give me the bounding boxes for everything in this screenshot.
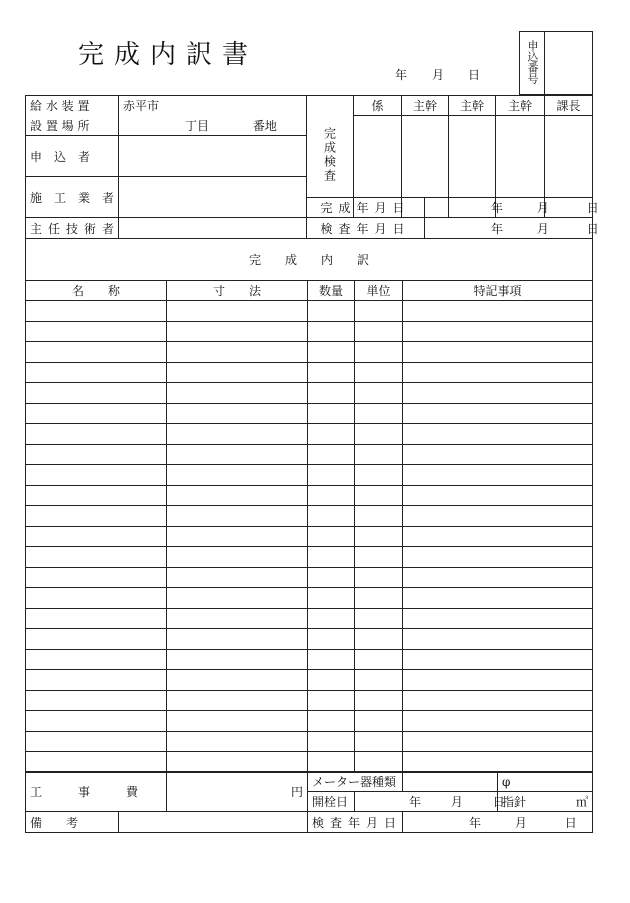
phi-label: φ bbox=[502, 774, 511, 789]
od-year: 年 bbox=[409, 795, 422, 809]
cell-unit[interactable] bbox=[355, 424, 403, 445]
footer-inspection-date-field[interactable] bbox=[403, 812, 593, 833]
cell-qty[interactable] bbox=[308, 670, 355, 691]
table-row bbox=[26, 649, 593, 670]
cell-name[interactable] bbox=[26, 690, 167, 711]
breakdown-rows bbox=[26, 301, 593, 773]
completion-date-field[interactable] bbox=[425, 198, 599, 218]
cell-unit[interactable] bbox=[355, 608, 403, 629]
cell-name[interactable] bbox=[26, 608, 167, 629]
cell-unit[interactable] bbox=[355, 629, 403, 650]
cell-unit[interactable] bbox=[355, 342, 403, 363]
cell-unit[interactable] bbox=[355, 711, 403, 732]
reading-label: 指針 bbox=[502, 795, 527, 809]
cell-name[interactable] bbox=[26, 526, 167, 547]
table-row bbox=[26, 731, 593, 752]
cell-name[interactable] bbox=[26, 711, 167, 732]
label-completion-date: 完成年月日 bbox=[307, 198, 425, 218]
cell-qty[interactable] bbox=[308, 752, 355, 773]
cell-qty[interactable] bbox=[308, 321, 355, 342]
cell-size[interactable] bbox=[167, 362, 308, 383]
cell-qty[interactable] bbox=[308, 608, 355, 629]
cell-qty[interactable] bbox=[308, 731, 355, 752]
id-month: 月 bbox=[536, 221, 549, 236]
cell-unit[interactable] bbox=[355, 321, 403, 342]
id-year: 年 bbox=[491, 221, 504, 236]
role-3: 主幹 bbox=[496, 96, 545, 116]
app-number-field[interactable] bbox=[545, 32, 593, 95]
cell-notes[interactable] bbox=[403, 567, 593, 588]
cell-name[interactable] bbox=[26, 301, 167, 322]
meter-type-field[interactable] bbox=[403, 772, 498, 792]
cell-qty[interactable] bbox=[308, 444, 355, 465]
table-row bbox=[26, 321, 593, 342]
cell-size[interactable] bbox=[167, 424, 308, 445]
cell-unit[interactable] bbox=[355, 547, 403, 568]
cell-notes[interactable] bbox=[403, 465, 593, 486]
cell-qty[interactable] bbox=[308, 690, 355, 711]
banchi-label: 番地 bbox=[252, 118, 277, 133]
label-footer-inspection-date: 検査年月日 bbox=[308, 812, 403, 833]
cell-qty[interactable] bbox=[308, 465, 355, 486]
cell-qty[interactable] bbox=[308, 403, 355, 424]
yen-label: 円 bbox=[291, 785, 304, 799]
cell-notes[interactable] bbox=[403, 403, 593, 424]
col-unit: 単位 bbox=[355, 281, 403, 301]
table-row bbox=[26, 588, 593, 609]
table-row bbox=[26, 567, 593, 588]
cell-size[interactable] bbox=[167, 485, 308, 506]
cell-unit[interactable] bbox=[355, 567, 403, 588]
label-meter-type: メーター器種類 bbox=[308, 772, 403, 792]
cell-name[interactable] bbox=[26, 485, 167, 506]
cell-unit[interactable] bbox=[355, 649, 403, 670]
cell-unit[interactable] bbox=[355, 506, 403, 527]
cell-unit[interactable] bbox=[355, 690, 403, 711]
cell-notes[interactable] bbox=[403, 424, 593, 445]
cell-notes[interactable] bbox=[403, 342, 593, 363]
cell-name[interactable] bbox=[26, 629, 167, 650]
cell-qty[interactable] bbox=[308, 342, 355, 363]
city-name: 赤平市 bbox=[119, 96, 307, 116]
role-2: 主幹 bbox=[449, 96, 496, 116]
cell-notes[interactable] bbox=[403, 629, 593, 650]
role-1: 主幹 bbox=[402, 96, 449, 116]
cell-name[interactable] bbox=[26, 588, 167, 609]
cell-name[interactable] bbox=[26, 465, 167, 486]
cell-unit[interactable] bbox=[355, 752, 403, 773]
cell-qty[interactable] bbox=[308, 567, 355, 588]
document-title: 完成内訳書 bbox=[78, 40, 259, 70]
open-date-field[interactable] bbox=[355, 792, 505, 812]
cell-notes[interactable] bbox=[403, 362, 593, 383]
cell-unit[interactable] bbox=[355, 588, 403, 609]
table-row bbox=[26, 526, 593, 547]
table-row bbox=[26, 424, 593, 445]
chief-engineer-field[interactable] bbox=[119, 218, 307, 239]
cell-name[interactable] bbox=[26, 670, 167, 691]
table-row bbox=[26, 362, 593, 383]
cell-notes[interactable] bbox=[403, 444, 593, 465]
cost-field[interactable] bbox=[167, 772, 308, 812]
cell-notes[interactable] bbox=[403, 588, 593, 609]
cell-qty[interactable] bbox=[308, 424, 355, 445]
id-day: 日 bbox=[586, 221, 599, 236]
cell-notes[interactable] bbox=[403, 321, 593, 342]
cell-name[interactable] bbox=[26, 444, 167, 465]
cell-qty[interactable] bbox=[308, 649, 355, 670]
table-row bbox=[26, 403, 593, 424]
col-notes: 特記事項 bbox=[403, 281, 593, 301]
col-name: 名 称 bbox=[26, 281, 167, 301]
cell-notes[interactable] bbox=[403, 752, 593, 773]
role-4: 課長 bbox=[545, 96, 593, 116]
cell-qty[interactable] bbox=[308, 526, 355, 547]
cell-notes[interactable] bbox=[403, 526, 593, 547]
cell-unit[interactable] bbox=[355, 383, 403, 404]
od-month: 月 bbox=[450, 795, 463, 809]
cell-size[interactable] bbox=[167, 506, 308, 527]
spacer-contractor bbox=[26, 198, 307, 218]
header-year: 年 bbox=[395, 68, 408, 82]
completion-inspection-label: 完成検査 bbox=[322, 127, 337, 183]
app-number-label: 申込番号 bbox=[526, 39, 539, 84]
cell-qty[interactable] bbox=[308, 383, 355, 404]
cell-name[interactable] bbox=[26, 362, 167, 383]
meter-diameter-field[interactable] bbox=[498, 772, 593, 792]
cell-unit[interactable] bbox=[355, 485, 403, 506]
cell-name[interactable] bbox=[26, 567, 167, 588]
cell-notes[interactable] bbox=[403, 711, 593, 732]
table-row bbox=[26, 485, 593, 506]
cell-qty[interactable] bbox=[308, 711, 355, 732]
cell-notes[interactable] bbox=[403, 649, 593, 670]
table-row bbox=[26, 752, 593, 773]
cd-year: 年 bbox=[491, 201, 504, 215]
cell-size[interactable] bbox=[167, 629, 308, 650]
label-contractor: 施 工 業 者 bbox=[26, 177, 119, 218]
m3-label: ㎥ bbox=[576, 795, 589, 809]
cell-qty[interactable] bbox=[308, 629, 355, 650]
cell-name[interactable] bbox=[26, 403, 167, 424]
cell-name[interactable] bbox=[26, 752, 167, 773]
cell-size[interactable] bbox=[167, 608, 308, 629]
table-row bbox=[26, 608, 593, 629]
chome-label: 丁目 bbox=[185, 118, 210, 133]
cell-qty[interactable] bbox=[308, 362, 355, 383]
table-row bbox=[26, 547, 593, 568]
table-row bbox=[26, 465, 593, 486]
label-supply-1: 給 水 装 置 bbox=[26, 96, 119, 116]
cell-notes[interactable] bbox=[403, 506, 593, 527]
table-row bbox=[26, 383, 593, 404]
cell-size[interactable] bbox=[167, 547, 308, 568]
cell-size[interactable] bbox=[167, 649, 308, 670]
label-construction-cost: 工 事 費 bbox=[26, 772, 167, 812]
role-0: 係 bbox=[354, 96, 402, 116]
cell-size[interactable] bbox=[167, 321, 308, 342]
date-table bbox=[25, 197, 599, 239]
cell-name[interactable] bbox=[26, 649, 167, 670]
cell-size[interactable] bbox=[167, 342, 308, 363]
cell-qty[interactable] bbox=[308, 301, 355, 322]
cell-size[interactable] bbox=[167, 444, 308, 465]
cell-qty[interactable] bbox=[308, 485, 355, 506]
address-field[interactable] bbox=[119, 116, 307, 136]
cell-notes[interactable] bbox=[403, 383, 593, 404]
cd-month: 月 bbox=[536, 201, 549, 215]
cell-name[interactable] bbox=[26, 506, 167, 527]
breakdown-title: 完 成 内 訳 bbox=[26, 239, 593, 281]
cell-unit[interactable] bbox=[355, 444, 403, 465]
cell-name[interactable] bbox=[26, 731, 167, 752]
label-inspection-date: 検査年月日 bbox=[307, 218, 425, 239]
app-number-box bbox=[519, 31, 593, 95]
inspection-date-field[interactable] bbox=[425, 218, 599, 239]
fi-year: 年 bbox=[469, 815, 482, 830]
cell-unit[interactable] bbox=[355, 465, 403, 486]
od-day: 日 bbox=[492, 795, 505, 809]
footer-table bbox=[25, 771, 593, 833]
cell-unit[interactable] bbox=[355, 731, 403, 752]
cell-notes[interactable] bbox=[403, 690, 593, 711]
cell-size[interactable] bbox=[167, 670, 308, 691]
fi-day: 日 bbox=[564, 815, 577, 830]
cell-notes[interactable] bbox=[403, 731, 593, 752]
label-chief-engineer: 主任技術者 bbox=[26, 218, 119, 239]
table-row bbox=[26, 690, 593, 711]
label-supply-2: 設 置 場 所 bbox=[26, 116, 119, 136]
table-row bbox=[26, 444, 593, 465]
applicant-field[interactable] bbox=[119, 136, 307, 177]
cell-size[interactable] bbox=[167, 690, 308, 711]
header-month: 月 bbox=[432, 68, 445, 82]
cell-notes[interactable] bbox=[403, 670, 593, 691]
cell-size[interactable] bbox=[167, 465, 308, 486]
cell-size[interactable] bbox=[167, 403, 308, 424]
col-size: 寸 法 bbox=[167, 281, 308, 301]
table-row bbox=[26, 629, 593, 650]
cell-qty[interactable] bbox=[308, 547, 355, 568]
reading-field[interactable] bbox=[498, 792, 593, 812]
cell-size[interactable] bbox=[167, 526, 308, 547]
table-row bbox=[26, 506, 593, 527]
cell-size[interactable] bbox=[167, 731, 308, 752]
label-open-date: 開栓日 bbox=[308, 792, 355, 812]
cell-notes[interactable] bbox=[403, 485, 593, 506]
cell-size[interactable] bbox=[167, 301, 308, 322]
cell-size[interactable] bbox=[167, 588, 308, 609]
cell-qty[interactable] bbox=[308, 588, 355, 609]
table-row bbox=[26, 711, 593, 732]
fi-month: 月 bbox=[514, 815, 527, 830]
cell-unit[interactable] bbox=[355, 526, 403, 547]
breakdown-table bbox=[25, 238, 593, 773]
cell-size[interactable] bbox=[167, 383, 308, 404]
label-remarks: 備 考 bbox=[26, 812, 119, 833]
cell-notes[interactable] bbox=[403, 608, 593, 629]
cell-name[interactable] bbox=[26, 383, 167, 404]
cell-size[interactable] bbox=[167, 567, 308, 588]
cell-name[interactable] bbox=[26, 321, 167, 342]
cell-name[interactable] bbox=[26, 342, 167, 363]
cell-unit[interactable] bbox=[355, 301, 403, 322]
cell-unit[interactable] bbox=[355, 403, 403, 424]
remarks-field[interactable] bbox=[119, 812, 308, 833]
cell-size[interactable] bbox=[167, 752, 308, 773]
label-applicant: 申 込 者 bbox=[26, 136, 119, 177]
cd-day: 日 bbox=[586, 201, 599, 215]
cell-name[interactable] bbox=[26, 424, 167, 445]
cell-unit[interactable] bbox=[355, 362, 403, 383]
table-row bbox=[26, 342, 593, 363]
header-day: 日 bbox=[468, 68, 481, 82]
cell-size[interactable] bbox=[167, 711, 308, 732]
col-qty: 数量 bbox=[308, 281, 355, 301]
cell-qty[interactable] bbox=[308, 506, 355, 527]
table-row bbox=[26, 301, 593, 322]
cell-name[interactable] bbox=[26, 547, 167, 568]
cell-notes[interactable] bbox=[403, 301, 593, 322]
table-row bbox=[26, 670, 593, 691]
cell-unit[interactable] bbox=[355, 670, 403, 691]
cell-notes[interactable] bbox=[403, 547, 593, 568]
